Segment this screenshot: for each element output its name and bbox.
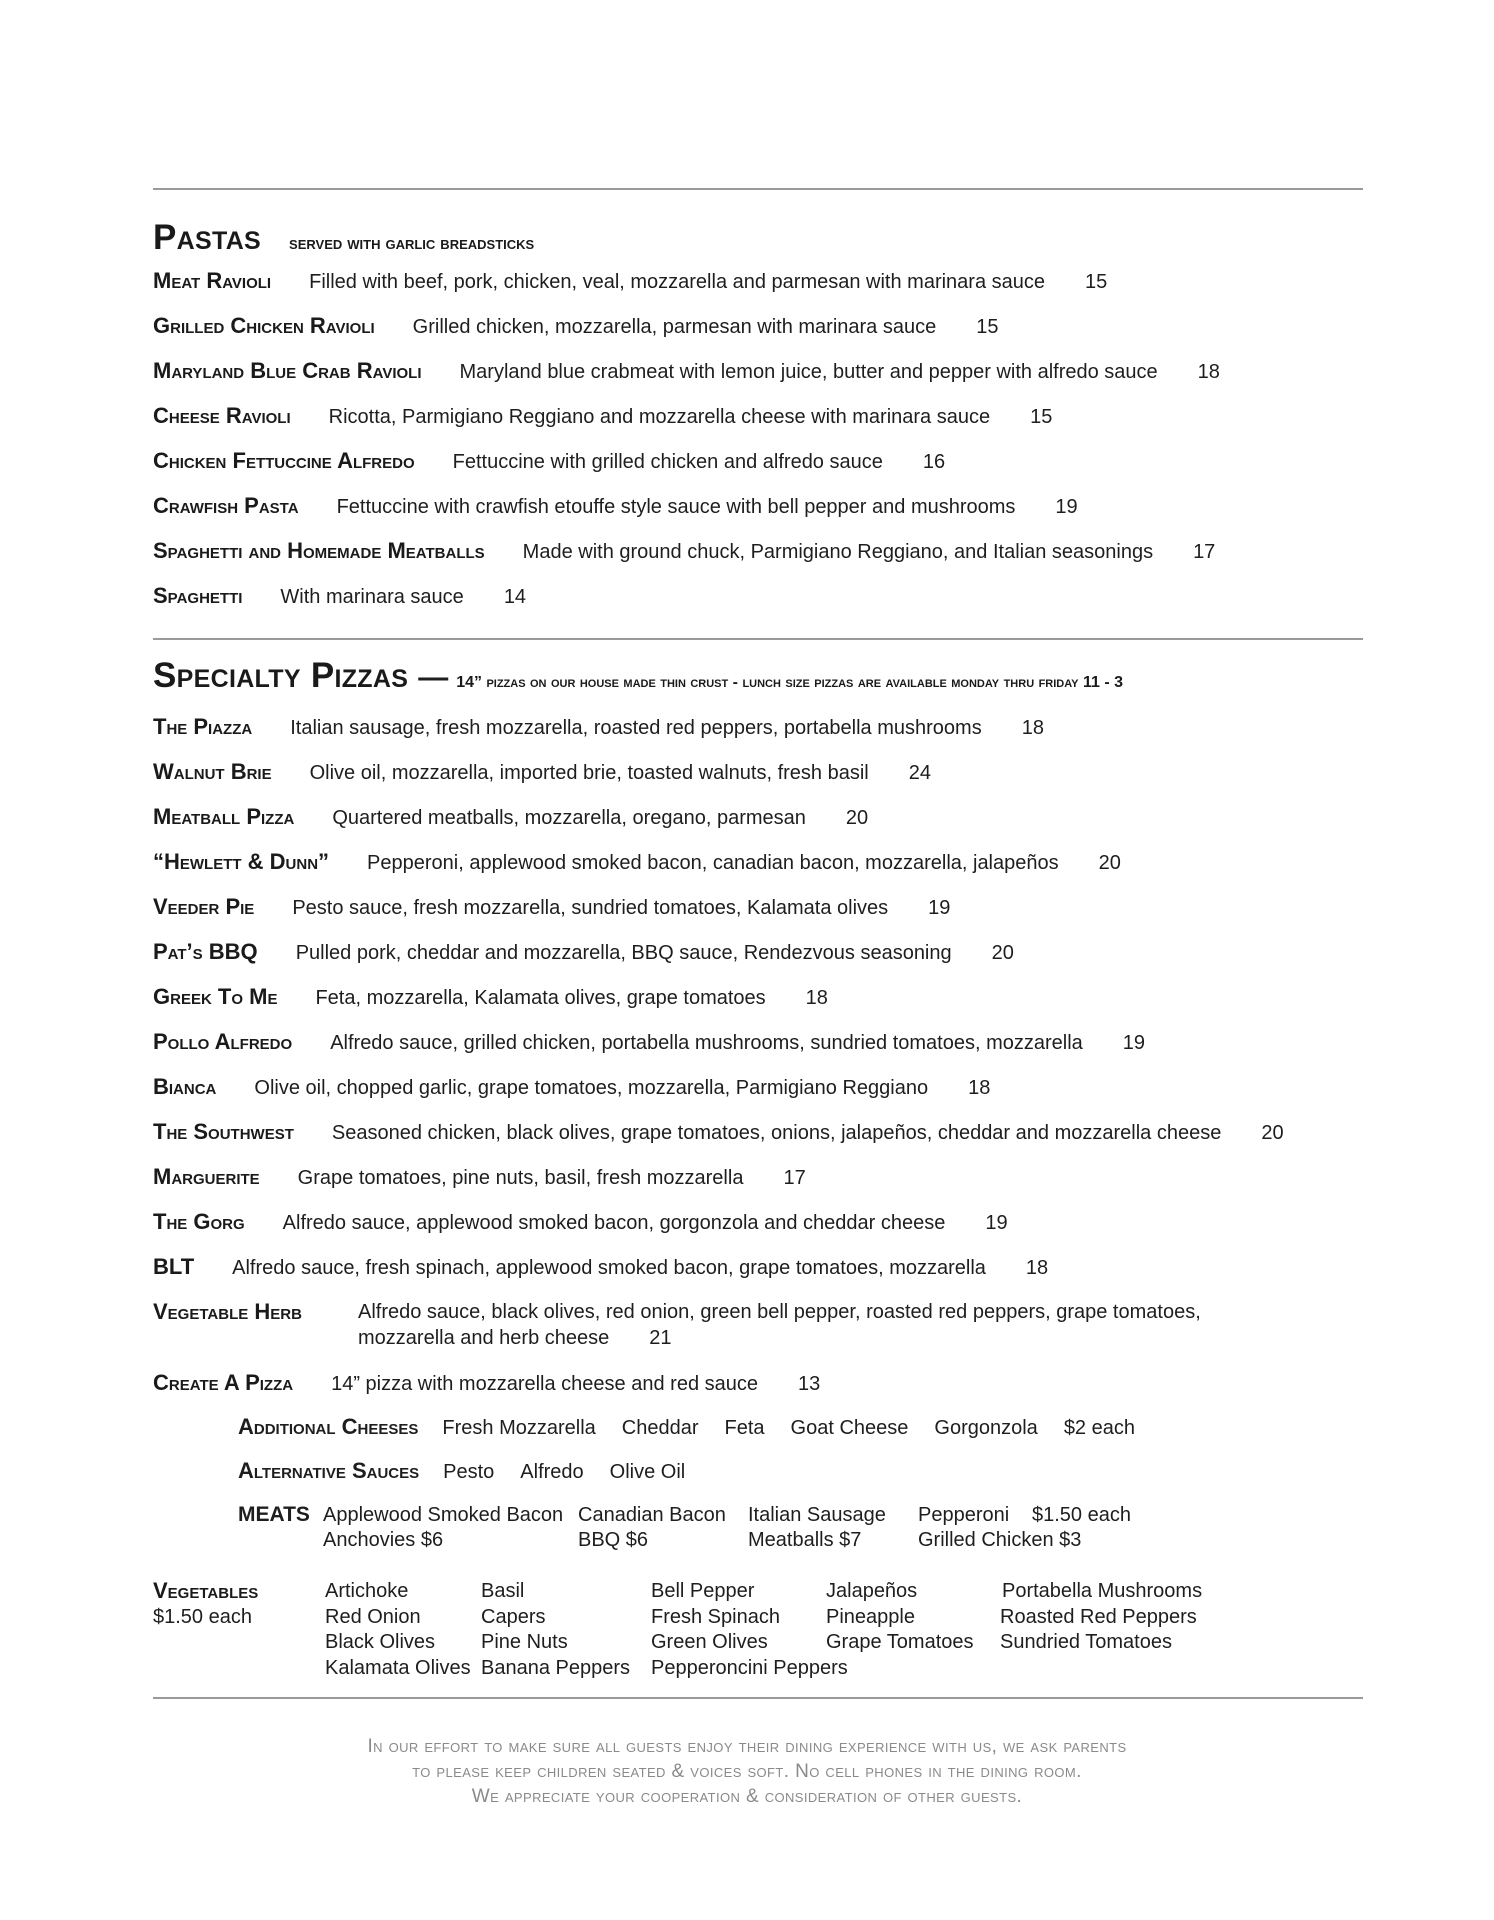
footer-notice-line-2: to please keep children seated & voices soft. No cell phones in the dining room. (412, 1761, 1082, 1782)
meat-option: Canadian Bacon (578, 1504, 726, 1526)
menu-item (153, 894, 950, 921)
item-name: Meatball Pizza (153, 804, 295, 829)
item-price: 16 (922, 451, 946, 473)
item-name: Pollo Alfredo (153, 1029, 293, 1054)
item-description: Alfredo sauce, grilled chicken, portabella mushrooms, sundried tomatoes, mozzarella (330, 1032, 1083, 1054)
vegetable-option: Portabella Mushrooms (1002, 1580, 1203, 1602)
vegetables-label: Vegetables (153, 1578, 259, 1603)
vegetable-option: Banana Peppers (481, 1657, 631, 1679)
footer-notice-line-3: We appreciate your cooperation & consideration of other guests. (471, 1786, 1023, 1807)
vegetable-option: Fresh Spinach (651, 1606, 780, 1628)
alternative-sauces-row (238, 1458, 711, 1485)
item-name: BLT (153, 1254, 195, 1279)
section-divider (153, 638, 1363, 640)
meat-option: Meatballs $7 (748, 1529, 862, 1551)
footer-divider (153, 1697, 1363, 1699)
menu-item (153, 583, 526, 610)
item-name: Spaghetti and Homemade Meatballs (153, 538, 485, 563)
menu-item (153, 313, 998, 340)
menu-item (153, 1209, 1008, 1236)
item-description-continued (358, 1325, 672, 1351)
item-name: Crawfish Pasta (153, 493, 299, 518)
item-description: Maryland blue crabmeat with lemon juice, butter and pepper with alfredo sauce (459, 361, 1158, 383)
item-name: Greek To Me (153, 984, 278, 1009)
menu-item (153, 984, 828, 1011)
item-description: Seasoned chicken, black olives, grape tomatoes, onions, jalapeños, cheddar and mozzarella cheese (331, 1122, 1222, 1144)
pizzas-title: Specialty Pizzas (153, 656, 409, 695)
item-price: 13 (798, 1373, 821, 1395)
item-description: With marinara sauce (280, 586, 464, 608)
item-description: Alfredo sauce, fresh spinach, applewood smoked bacon, grape tomatoes, mozzarella (232, 1257, 986, 1279)
menu-item (153, 403, 1052, 430)
option: Pesto (443, 1461, 495, 1483)
item-name: Spaghetti (153, 583, 243, 608)
item-name: Cheese Ravioli (153, 403, 291, 428)
option: Olive Oil (609, 1461, 686, 1483)
item-description: Pulled pork, cheddar and mozzarella, BBQ sauce, Rendezvous seasoning (295, 942, 952, 964)
option-price: $2 each (1063, 1417, 1135, 1439)
item-price: 20 (991, 942, 1014, 964)
item-name: Veeder Pie (153, 894, 255, 919)
item-name: Walnut Brie (153, 759, 272, 784)
item-description: Pepperoni, applewood smoked bacon, canadian bacon, mozzarella, jalapeños (367, 852, 1059, 874)
item-description: Olive oil, chopped garlic, grape tomatoes, mozzarella, Parmigiano Reggiano (254, 1077, 929, 1099)
item-description: Italian sausage, fresh mozzarella, roasted red peppers, portabella mushrooms (290, 717, 982, 739)
item-name: “Hewlett & Dunn” (153, 849, 330, 874)
pastas-heading (153, 218, 534, 258)
menu-item (153, 1164, 806, 1191)
footer-notice-line-1: In our effort to make sure all guests enjoy their dining experience with us, we ask parents (367, 1736, 1127, 1757)
description-line-2: mozzarella and herb cheese (358, 1327, 610, 1349)
item-price: 19 (928, 897, 951, 919)
pastas-title: Pastas (153, 218, 262, 257)
item-name: The Piazza (153, 714, 253, 739)
menu-item (153, 1029, 1145, 1056)
meat-option: Grilled Chicken $3 (918, 1529, 1082, 1551)
item-name: The Gorg (153, 1209, 245, 1234)
title-dash: — (418, 661, 449, 694)
menu-item (153, 849, 1121, 876)
item-description: Ricotta, Parmigiano Reggiano and mozzarella cheese with marinara sauce (328, 406, 991, 428)
item-description: Pesto sauce, fresh mozzarella, sundried tomatoes, Kalamata olives (292, 897, 889, 919)
top-divider (153, 188, 1363, 190)
pastas-subtitle: served with garlic breadsticks (289, 233, 535, 253)
alternative-sauces-label: Alternative Sauces (238, 1458, 420, 1483)
item-price: 20 (1261, 1122, 1284, 1144)
item-price: 20 (1098, 852, 1121, 874)
vegetable-option: Red Onion (325, 1606, 421, 1628)
meat-option: Applewood Smoked Bacon (323, 1504, 564, 1526)
item-description: Grilled chicken, mozzarella, parmesan with marinara sauce (412, 316, 937, 338)
item-name: The Southwest (153, 1119, 294, 1144)
meat-option: Anchovies $6 (323, 1529, 444, 1551)
menu-item (153, 358, 1220, 385)
additional-cheeses-label: Additional Cheeses (238, 1414, 419, 1439)
item-description (358, 1299, 1201, 1325)
menu-item (153, 1074, 990, 1101)
item-description: Fettuccine with crawfish etouffe style sauce with bell pepper and mushrooms (336, 496, 1016, 518)
menu-item (153, 759, 931, 786)
item-price: 19 (1055, 496, 1078, 518)
item-description: Made with ground chuck, Parmigiano Reggiano, and Italian seasonings (522, 541, 1154, 563)
meat-option: Pepperoni (918, 1504, 1010, 1526)
item-description: Fettuccine with grilled chicken and alfredo sauce (452, 451, 883, 473)
item-price: 15 (1085, 271, 1108, 293)
item-price: 17 (783, 1167, 806, 1189)
item-description: Filled with beef, pork, chicken, veal, mozzarella and parmesan with marinara sauce (309, 271, 1046, 293)
vegetable-option: Green Olives (651, 1631, 768, 1653)
item-description: 14” pizza with mozzarella cheese and red sauce (331, 1373, 758, 1395)
option: Gorgonzola (934, 1417, 1038, 1439)
vegetable-option: Roasted Red Peppers (1000, 1606, 1197, 1628)
vegetable-option: Pineapple (826, 1606, 915, 1628)
option: Fresh Mozzarella (442, 1417, 596, 1439)
item-price: 18 (968, 1077, 991, 1099)
vegetable-option: Bell Pepper (651, 1580, 755, 1602)
item-price: 20 (845, 807, 869, 829)
item-description: Feta, mozzarella, Kalamata olives, grape tomatoes (315, 987, 766, 1009)
item-price: 18 (1021, 717, 1044, 739)
vegetable-option: Kalamata Olives (325, 1657, 471, 1679)
vegetable-option: Sundried Tomatoes (1000, 1631, 1172, 1653)
vegetable-option: Grape Tomatoes (826, 1631, 974, 1653)
item-name: Marguerite (153, 1164, 260, 1189)
item-description: Alfredo sauce, applewood smoked bacon, gorgonzola and cheddar cheese (282, 1212, 946, 1234)
vegetable-option: Artichoke (325, 1580, 409, 1602)
item-price: 24 (908, 762, 931, 784)
menu-item (153, 714, 1044, 741)
vegetable-option: Pepperoncini Peppers (651, 1657, 848, 1679)
item-name: Pat’s BBQ (153, 939, 258, 964)
option: Feta (724, 1417, 765, 1439)
item-price: 18 (1025, 1257, 1049, 1279)
item-name: Grilled Chicken Ravioli (153, 313, 375, 338)
item-name: Maryland Blue Crab Ravioli (153, 358, 422, 383)
menu-item-vegetable-herb (153, 1299, 302, 1326)
menu-item-create-a-pizza (153, 1370, 820, 1397)
menu-item (153, 1119, 1284, 1146)
item-price: 15 (1030, 406, 1053, 428)
item-description: Quartered meatballs, mozzarella, oregano, parmesan (332, 807, 806, 829)
item-name: Meat Ravioli (153, 268, 272, 293)
vegetable-option: Pine Nuts (481, 1631, 568, 1653)
pizzas-subtitle: 14” pizzas on our house made thin crust - lunch size pizzas are available monday thru friday 11 - 3 (456, 674, 1123, 691)
description-line-1: Alfredo sauce, black olives, red onion, green bell pepper, roasted red peppers, grape tomatoes, (358, 1301, 1201, 1323)
additional-cheeses-row (238, 1414, 1135, 1441)
option: Goat Cheese (790, 1417, 909, 1439)
item-price: 21 (649, 1327, 672, 1349)
item-description: Grape tomatoes, pine nuts, basil, fresh mozzarella (297, 1167, 744, 1189)
item-price: 18 (1197, 361, 1220, 383)
menu-item (153, 939, 1014, 966)
meat-option: Italian Sausage (748, 1504, 886, 1526)
item-price: 19 (1122, 1032, 1146, 1054)
item-description: Olive oil, mozzarella, imported brie, toasted walnuts, fresh basil (309, 762, 869, 784)
menu-item (153, 493, 1078, 520)
item-price: 15 (976, 316, 999, 338)
meat-option: BBQ $6 (578, 1529, 649, 1551)
menu-item (153, 538, 1215, 565)
vegetable-option: Capers (481, 1606, 546, 1628)
option: Cheddar (621, 1417, 699, 1439)
menu-item (153, 448, 945, 475)
vegetable-option: Black Olives (325, 1631, 436, 1653)
meat-price: $1.50 each (1032, 1504, 1131, 1526)
item-price: 14 (503, 586, 527, 608)
vegetable-option: Basil (481, 1580, 525, 1602)
item-name: Create A Pizza (153, 1370, 294, 1395)
menu-item (153, 1254, 1048, 1281)
vegetable-option: Jalapeños (826, 1580, 918, 1602)
item-price: 18 (805, 987, 828, 1009)
item-name: Chicken Fettuccine Alfredo (153, 448, 415, 473)
pizzas-heading (153, 656, 1123, 696)
meats-label: MEATS (238, 1503, 310, 1526)
menu-item (153, 804, 868, 831)
item-price: 19 (985, 1212, 1008, 1234)
item-name: Vegetable Herb (153, 1299, 302, 1324)
option: Alfredo (520, 1461, 584, 1483)
item-price: 17 (1193, 541, 1216, 563)
vegetables-price: $1.50 each (153, 1606, 252, 1628)
item-name: Bianca (153, 1074, 217, 1099)
menu-item (153, 268, 1107, 295)
